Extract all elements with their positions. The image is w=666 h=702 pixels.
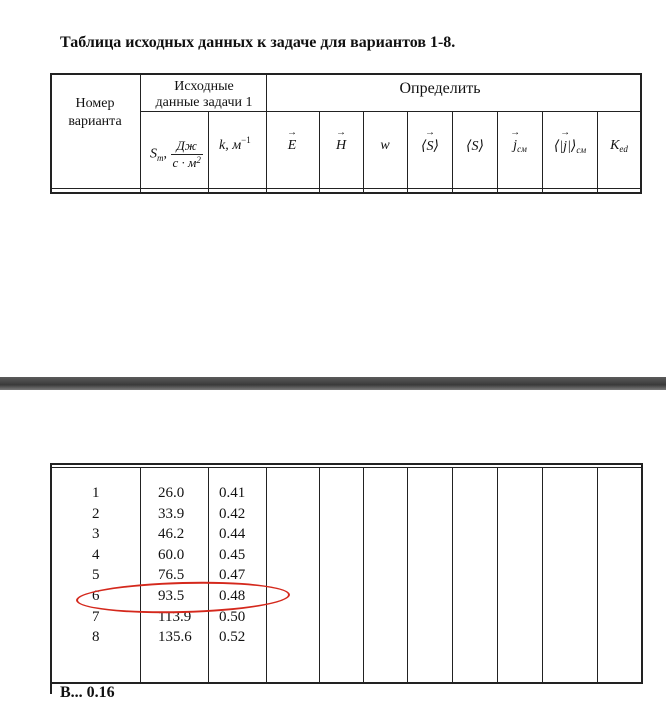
variant-header-line2: варианта [68, 114, 122, 129]
determine-column-6: → $⟨|j|⟩_{см}$ [554, 138, 586, 155]
row-variant-number: 2 [92, 505, 100, 522]
row-variant-number: 5 [92, 567, 100, 584]
row-variant-number: 8 [92, 629, 100, 646]
determine-column-3: → ⟨S⟩ [421, 138, 439, 155]
determine-column-2: w [380, 138, 390, 153]
row-k-value: 0.52 [219, 629, 246, 646]
row-k-value: 0.47 [219, 567, 246, 584]
row-s-value: 135.6 [158, 629, 192, 646]
page-divider [0, 377, 666, 390]
row-s-value: 60.0 [158, 546, 185, 563]
row-k-value: 0.44 [219, 526, 246, 543]
row-s-value: 113.9 [158, 608, 192, 625]
determine-header: Определить [399, 80, 481, 97]
row-s-value: 26.0 [158, 485, 185, 501]
table-title: Таблица исходных данных к задаче для вариантов 1-8. [60, 34, 456, 51]
highlight-circle [76, 579, 291, 616]
variant-header-line1: Номер [75, 96, 115, 111]
row-k-value: 0.41 [219, 485, 246, 501]
determine-column-0: → E [288, 138, 297, 154]
k-column-header: k, $м^{-1}$ [219, 135, 251, 153]
row-k-value: 0.45 [219, 546, 246, 563]
row-k-value: 0.48 [219, 588, 246, 604]
row-k-value: 0.42 [219, 505, 246, 522]
row-s-value: 46.2 [158, 526, 185, 543]
cut-off-text: В... 0.16 [60, 684, 115, 701]
row-variant-number: 3 [92, 526, 100, 543]
determine-column-1: → H [336, 138, 346, 154]
row-variant-number: 1 [92, 485, 100, 501]
row-k-value: 0.50 [219, 608, 246, 625]
s-column-header: $S_m$, $\frac{Дж}{c \cdot м^2}$ [150, 138, 201, 170]
row-variant-number: 4 [92, 546, 100, 563]
source-header-line1: Исходные [174, 79, 234, 94]
determine-column-4: ⟨S⟩ [466, 139, 484, 154]
row-s-value: 93.5 [158, 588, 185, 604]
row-s-value: 76.5 [158, 567, 185, 584]
determine-column-7: $K_{ed}$ [610, 138, 628, 154]
row-s-value: 33.9 [158, 505, 185, 522]
source-header-line2: данные задачи 1 [155, 95, 253, 110]
row-variant-number: 6 [92, 588, 100, 604]
determine-column-5: → $j_{см}$ [513, 138, 527, 154]
row-variant-number: 7 [92, 608, 100, 625]
